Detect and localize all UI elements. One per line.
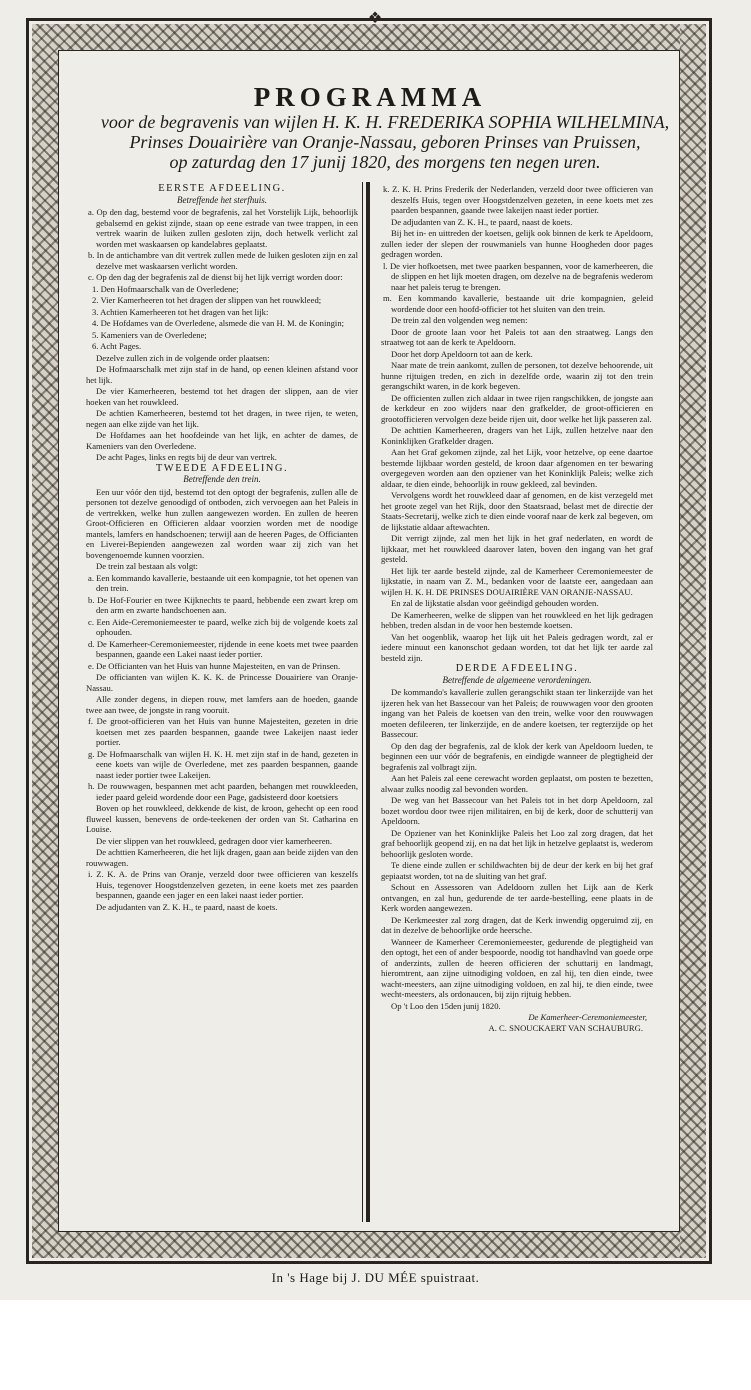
signature-name: A. C. SNOUCKAERT VAN SCHAUBURG. bbox=[488, 1022, 643, 1033]
paragraph: De Kamerheeren, welke de slippen van het rouwkleed en het lijk gedragen hebben, treden alsdan in de voor hen bestemde koetsen. bbox=[381, 609, 653, 630]
list-item: i. Z. K. A. de Prins van Oranje, verzeld door twee officieren van keszelfs Huis, tegenover Hoogstdenzelven gezeten, in eene koets met zes paarden bespannen, gaande een jager en een lakei naast ieder portier. bbox=[88, 869, 358, 900]
paragraph: De adjudanten van Z. K. H., te paard, naast de koets. bbox=[96, 901, 278, 912]
column-divider bbox=[366, 182, 370, 1222]
paragraph: De vier Kamerheeren, bestemd tot het dragen der slippen, aan de vier hoeken van het rouwkleed. bbox=[86, 386, 358, 407]
subtitle-line: Prinses Douairière van Oranje-Nassau, geboren Prinses van Pruissen, bbox=[129, 132, 641, 152]
paragraph: De trein zal den volgenden weg nemen: bbox=[391, 315, 528, 325]
paragraph: Alle zonder degens, in diepen rouw, met lamfers aan de hoeden, gaande twee aan twee, de jongste in rang vooruit. bbox=[86, 694, 358, 715]
paragraph: De adjudanten van Z. K. H., te paard, naast de koets. bbox=[391, 216, 573, 227]
left-column bbox=[86, 184, 358, 913]
column-divider-thin bbox=[362, 182, 363, 1222]
document-subtitle bbox=[82, 112, 688, 172]
paragraph: De trein zal bestaan als volgt: bbox=[96, 561, 198, 571]
signature-title: De Kamerheer-Ceremoniemeester, bbox=[528, 1012, 647, 1022]
paragraph: De kommando's kavallerie zullen gerangschikt staan ter linkerzijde van het ijzeren hek van het Bassecour van het Paleis; de rouwwagen voor den grooten ingang van het Paleis de koetsen van den trein, welke voor den rouwwagen moeten defileeren, ter linkerzijde, en de andere koetsen, ter regterzijde op het Bassecour. bbox=[381, 687, 653, 739]
section-title: DERDE AFDEELING. bbox=[455, 663, 579, 674]
paragraph: Naar mate de trein aankomt, zullen de personen, tot dezelve behoorende, uit hunne rijtuigen treden, en zich in dezelfde orde, waarin zij tot den trein gerangschikt waren, in de kork begeven. bbox=[381, 360, 653, 391]
list-item: c. Een Aide-Ceremoniemeester te paard, welke zich bij de volgende koets zal ophouden. bbox=[88, 616, 358, 637]
section-subtitle: Betreffende het sterfhuis. bbox=[177, 194, 267, 205]
paragraph: De achttien Kamerheeren, die het lijk dragen, gaan aan beide zijden van den rouwwagen. bbox=[86, 847, 358, 868]
right-column bbox=[381, 184, 653, 1033]
paragraph: Te diene einde zullen er schildwachten bij de deur der kerk en bij het graf gepiaatst worden, tot na de sluiting van het graf. bbox=[381, 860, 653, 881]
numbered-item: 2. Vier Kamerheeren tot het dragen der slippen van het rouwkleed; bbox=[92, 295, 322, 305]
list-item: a. Een kommando kavallerie, bestaande uit een kompagnie, tot het openen van den trein. bbox=[88, 572, 358, 593]
paragraph: Aan het Graf gekomen zijnde, zal het Lijk, voor hetzelve, op eene daartoe bestemde lijkbaar worden gesteld, de kroon daar afgenomen en ter bewaring overgegeven worden aan den opziener van het Koninklijk Paleis; welke zich aldaar, te dien einde, behoorlijk in rouw gekleed, zal bevinden. bbox=[381, 447, 653, 489]
border-left bbox=[32, 24, 58, 1258]
numbered-item: 1. Den Hofmaarschalk van de Overledene; bbox=[92, 283, 239, 294]
section-title: TWEEDE AFDEELING. bbox=[155, 462, 289, 474]
paragraph: Boven op het rouwkleed, dekkende de kist, de kroon, gehecht op een rood fluweel kussen, benevens de orde-teekenen der orden van St. Catharina en Louise. bbox=[86, 803, 358, 834]
paragraph: Op den dag der begrafenis, zal de klok der kerk van Apeldoorn lueden, te beginnen een uur vóór de begrafenis, en eindigde wanneer de plegtigheid der begrafenis zal volbragt zijn. bbox=[381, 740, 653, 772]
paragraph: De Kerkmeester zal zorg dragen, dat de Kerk inwendig opgeruimd zij, en dat in dezelve de behoorlijke orde heersche. bbox=[381, 914, 653, 935]
paragraph: Dezelve zullen zich in de volgende order plaatsen: bbox=[96, 352, 270, 363]
border-bottom bbox=[32, 1232, 706, 1258]
crown-ornament-icon: ❖ bbox=[367, 10, 383, 27]
document-title: PROGRAMMA bbox=[253, 82, 487, 112]
paragraph: Op 't Loo den 15den junij 1820. bbox=[391, 1000, 501, 1011]
subtitle-line: voor de begravenis van wijlen H. K. H. FREDERIKA SOPHIA WILHELMINA, bbox=[100, 112, 670, 132]
list-item: c. Op den dag der begrafenis zal de dienst bij het lijk verrigt worden door: bbox=[88, 272, 343, 282]
paragraph: Het lijk ter aarde besteld zijnde, zal de Kamerheer Ceremoniemeester de lijkstatie, in naam van Z. M., bedanken voor de laatste eer, aangedaan aan wijlen H. K. H. DE PRINSES DOUAIRIÈRE VAN ORANJE-NASSAU. bbox=[381, 565, 653, 597]
paragraph: Door het dorp Apeldoorn tot aan de kerk. bbox=[391, 348, 533, 359]
list-item: k. Z. K. H. Prins Frederik der Nederlanden, verzeld door twee officieren van deszelfs Huis, tegen over Hoogstdenzelven gezeten, in eene koets met zes paarden bespannen, gaande twee lakeijen naast ieder portier. bbox=[383, 184, 653, 215]
list-item: l. De vier hofkoetsen, met twee paarken bespannen, voor de kamerheeren, die de slippen en het lijk moeten dragen, om dezelve na de begrafenis wederom naar het paleis terug te brengen. bbox=[383, 260, 653, 292]
paragraph: De officianten van wijlen K. K. K. de Princesse Douairiere van Oranje-Nassau. bbox=[86, 672, 358, 693]
paragraph: De officienten zullen zich aldaar in twee rijen rangschikken, de jongste aan de kerkdeur en zoo wijders naar den grafkelder, de groot-officieren en grootofficieren vervolgen deze beide rijen uit, door welke het lijk passeren zal. bbox=[381, 392, 653, 424]
paragraph: De achtien Kamerheeren, bestemd tot het dragen, in twee rijen, te weten, negen aan elke zijde van het lijk. bbox=[86, 408, 358, 429]
paragraph: En zal de lijkstatie alsdan voor geëindigd gehouden worden. bbox=[391, 598, 599, 608]
paragraph: Vervolgens wordt het rouwkleed daar af genomen, en de kist verzegeld met het groote zegel van het Rijk, door den Staatsraad, belast met de directie der Staats-Secretarij, welke zich te dien einde vooraf naar de kerk zal begeven, om de lijkstatie aldaar aftewachten. bbox=[381, 490, 653, 532]
list-item: e. De Officianten van het Huis van hunne Majesteiten, en van de Prinsen. bbox=[88, 660, 341, 671]
paragraph: Aan het Paleis zal eene cerewacht worden geplaatst, om posten te bezetten, alwaar zulks noodig zal bevonden worden. bbox=[381, 773, 653, 794]
subtitle-line: op zaturdag den 17 junij 1820, des morgens ten negen uren. bbox=[169, 152, 601, 172]
paragraph: Wanneer de Kamerheer Ceremoniemeester, gedurende de plegtigheid van den optogt, het een of ander bespoorde, noodig tot handhavlnd van goede orpe of anderzints, zullen de heeren officieren der schuttarij en landmagt, hieromtrent, aan zijne uitnodiging voldoen, en zal hij, ten dien einde, twee wacht-meesters, aan zijne uitnodiging voldoen, en zal hij, te dien einde, twee wecht-meesters, als ordonaucen, bij zijn rijtuig hebben. bbox=[381, 936, 653, 999]
paragraph: Dit verrigt zijnde, zal men het lijk in het graf nederlaten, en wordt de lijkkaar, met het rouwkleed daarover laten, boven den ingang van het graf gesteld. bbox=[381, 533, 653, 564]
paragraph: De acht Pages, links en regts bij de deur van vertrek. bbox=[96, 452, 277, 462]
numbered-item: 4. De Hofdames van de Overledene, alsmede die van H. M. de Koningin; bbox=[92, 318, 345, 328]
list-item: f. De groot-officieren van het Huis van hunne Majesteiten, gezeten in drie koetsen met zes paarden bespannen, gaande twee Lakeijen naast ieder portier. bbox=[88, 716, 358, 747]
paragraph: Door de groote laan voor het Paleis tot aan den straatweg. Langs den straatweg tot aan de kerk te Apeldoorn. bbox=[381, 326, 653, 347]
list-item: g. De Hofmaarschalk van wijlen H. K. H. met zijn staf in de hand, gezeten in eene koets van wijle de Overledene, met zes paarden bespannen, gaande naast ieder portier twee Lakeijen. bbox=[88, 748, 358, 780]
paragraph: De achttien Kamerheeren, dragers van het Lijk, zullen hetzelve naar den Koninklijken Grafkelder dragen. bbox=[381, 425, 653, 446]
paragraph: De weg van het Bassecour van het Paleis tot in het dorp Apeldoorn, zal bozet wordou door twee rijen militairen, en bij de kerk, door de schutterij van Apeldoorn. bbox=[381, 795, 653, 826]
paragraph: Van het oogenblik, waarop het lijk uit het Paleis gedragen wordt, zal er iedere minuut een kanonschot gedaan worden, tot dat het lijk ter aarde zal besteld zijn. bbox=[381, 631, 653, 663]
list-item: b. De Hof-Fourier en twee Kijknechts te paard, hebbende een zwart krep om den arm en zwarte handschoenen aan. bbox=[88, 594, 358, 615]
margin-area bbox=[0, 1300, 751, 1390]
list-item: b. In de antichambre van dit vertrek zullen mede de luiken gesloten zijn en zal dezelve met waskaarsen verlicht worden. bbox=[88, 250, 358, 271]
list-item: d. De Kamerheer-Ceremoniemeester, rijdende in eene koets met twee paarden bespannen, gaande een Lakei naast ieder portier. bbox=[88, 638, 358, 659]
list-item: a. Op den dag, bestemd voor de begrafenis, zal het Vorstelijk Lijk, behoorlijk gebalsemd en gekist zijnde, staan op eene estrade van twee trappen, in een vertrek waarin de luiken zullen gesloten zijn, doch hetwelk verlicht zal worden met waskaarsen op kandelabres geplaatst. bbox=[88, 207, 358, 249]
paragraph: Een uur vóór den tijd, bestemd tot den optogt der begrafenis, zullen alle de personen tot dezelve genoodigd of ontboden, zich vervoegen aan het Paleis in de vertrekken, welke hun zullen aangewezen worden. En zullen de heeren Groot-Officieren en Officieren aldaar voorzien worden met de noodige mantels, lamfers en handschoenen; terwijl aan de heeren Pages, de Officianten en Liverei-Bepienden aangewezen zal worden waar zij zich van het bovengenoemde kunnen voorzien. bbox=[86, 486, 358, 560]
section-subtitle: Betreffende den trein. bbox=[183, 474, 261, 484]
paragraph: De Opziener van het Koninklijke Paleis het Loo zal zorg dragen, dat het graf behoorlijk geopend zij, en na dat het lijk in hetzelve geplaatst is, wederom behoorlijk gesloten worde. bbox=[381, 827, 653, 859]
printer-imprint: In 's Hage bij J. DU MÉE spuistraat. bbox=[271, 1270, 480, 1285]
section-subtitle: Betreffende de algemeene verordeningen. bbox=[442, 674, 592, 685]
list-item: h. De rouwwagen, bespannen met acht paarden, behangen met rouwkleeden, ieder paard geleid wordende door een Page, gadsisteerd door koetsiers bbox=[88, 781, 358, 802]
paragraph: De Hofmaarschalk met zijn staf in de hand, op eenen kleinen afstand voor het lijk. bbox=[86, 364, 358, 385]
paragraph: Bij het in- en uittreden der koetsen, gelijk ook binnen de kerk te Apeldoorn, zullen ieder der slepen der rouwmaniels van hunne Hoogheden door pages gedragen worden. bbox=[381, 228, 653, 259]
border-right bbox=[680, 24, 706, 1258]
section-title: EERSTE AFDEELING. bbox=[158, 183, 286, 194]
paragraph: De Hofdames aan het hoofdeinde van het lijk, en achter de dames, de Kameniers van den Overledene. bbox=[86, 430, 358, 451]
list-item: m. Een kommando kavallerie, bestaande uit drie kompagnien, geleid wordende door een hoofd-officier tot het sluiten van den trein. bbox=[383, 293, 653, 314]
numbered-item: 6. Acht Pages. bbox=[92, 341, 142, 351]
numbered-item: 3. Achtien Kamerheeren tot het dragen van het lijk: bbox=[92, 306, 269, 317]
numbered-item: 5. Kameniers van de Overledene; bbox=[92, 329, 207, 340]
paragraph: De vier slippen van het rouwkleed, gedragen door vier kamerheeren. bbox=[96, 835, 332, 846]
paragraph: Schout en Assessoren van Adeldoorn zullen het Lijk aan de Kerk ontvangen, en zal hun, gedurende de ter aarde-bestelling, eene plaats in de Kerk worden aangewezen. bbox=[381, 882, 653, 913]
